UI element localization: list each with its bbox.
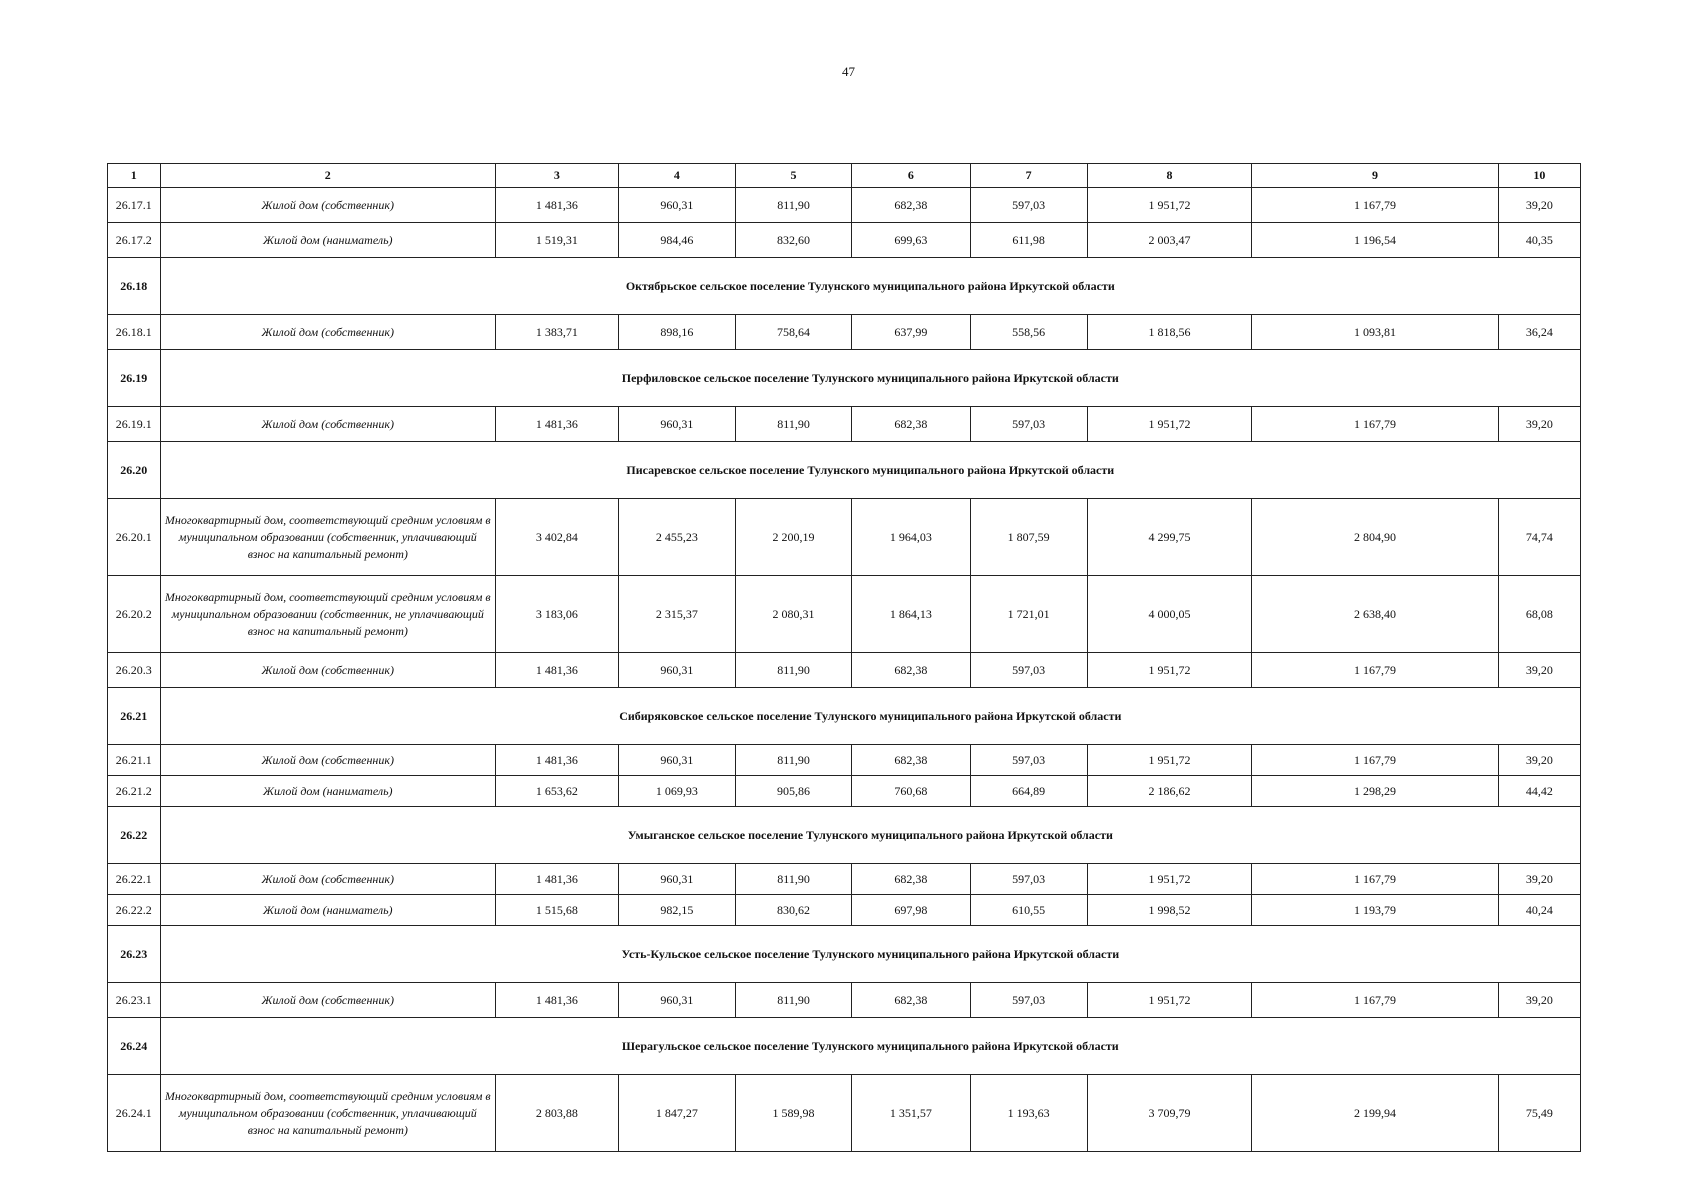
- section-title: Писаревское сельское поселение Тулунского муниципального района Иркутской области: [160, 442, 1580, 499]
- value-cell-col3: 1 481,36: [495, 407, 618, 442]
- header-row: [108, 164, 1581, 188]
- value-cell-col7: 597,03: [970, 188, 1087, 223]
- row-code: 26.22.1: [108, 864, 161, 895]
- row-code: 26.17.1: [108, 188, 161, 223]
- value-cell-col7: 664,89: [970, 776, 1087, 807]
- value-cell-col4: 960,31: [618, 653, 735, 688]
- section-code: 26.24: [108, 1018, 161, 1075]
- section-row: [108, 688, 1581, 745]
- value-cell-col8: 1 951,72: [1087, 745, 1251, 776]
- row-code: 26.19.1: [108, 407, 161, 442]
- value-cell-col6: 682,38: [852, 653, 970, 688]
- section-title: Усть-Кульское сельское поселение Тулунского муниципального района Иркутской области: [160, 926, 1580, 983]
- row-description: Жилой дом (наниматель): [160, 776, 495, 807]
- value-cell-col9: 1 167,79: [1252, 983, 1499, 1018]
- value-cell-col4: 960,31: [618, 188, 735, 223]
- value-cell-col3: 1 653,62: [495, 776, 618, 807]
- value-cell-col4: 898,16: [618, 315, 735, 350]
- table-row: [108, 188, 1581, 223]
- section-title: Сибиряковское сельское поселение Тулунского муниципального района Иркутской области: [160, 688, 1580, 745]
- value-cell-col4: 982,15: [618, 895, 735, 926]
- row-code: 26.24.1: [108, 1075, 161, 1152]
- row-description: Жилой дом (собственник): [160, 315, 495, 350]
- value-cell-col6: 699,63: [852, 223, 970, 258]
- row-code: 26.22.2: [108, 895, 161, 926]
- value-cell-col5: 832,60: [735, 223, 851, 258]
- row-description: Жилой дом (собственник): [160, 188, 495, 223]
- section-row: [108, 1018, 1581, 1075]
- row-code: 26.20.2: [108, 576, 161, 653]
- value-cell-col3: 1 383,71: [495, 315, 618, 350]
- value-cell-col10: 40,35: [1498, 223, 1580, 258]
- section-code: 26.20: [108, 442, 161, 499]
- table-row: [108, 653, 1581, 688]
- row-code: 26.21.2: [108, 776, 161, 807]
- value-cell-col5: 758,64: [735, 315, 851, 350]
- table-row: [108, 499, 1581, 576]
- value-cell-col5: 811,90: [735, 188, 851, 223]
- value-cell-col5: 811,90: [735, 745, 851, 776]
- table-row: [108, 576, 1581, 653]
- value-cell-col10: 39,20: [1498, 407, 1580, 442]
- value-cell-col7: 611,98: [970, 223, 1087, 258]
- value-cell-col9: 1 193,79: [1252, 895, 1499, 926]
- value-cell-col8: 4 299,75: [1087, 499, 1251, 576]
- value-cell-col3: 2 803,88: [495, 1075, 618, 1152]
- column-header-9: 9: [1252, 164, 1499, 188]
- section-code: 26.19: [108, 350, 161, 407]
- row-code: 26.23.1: [108, 983, 161, 1018]
- table-row: [108, 223, 1581, 258]
- value-cell-col4: 960,31: [618, 983, 735, 1018]
- value-cell-col8: 3 709,79: [1087, 1075, 1251, 1152]
- table-row: [108, 983, 1581, 1018]
- column-header-5: 5: [735, 164, 851, 188]
- value-cell-col10: 39,20: [1498, 745, 1580, 776]
- value-cell-col10: 44,42: [1498, 776, 1580, 807]
- row-description: Многоквартирный дом, соответствующий средним условиям в муниципальном образовании (собственник, уплачивающий взнос на капитальный ремонт): [160, 499, 495, 576]
- value-cell-col3: 1 481,36: [495, 745, 618, 776]
- value-cell-col3: 1 515,68: [495, 895, 618, 926]
- value-cell-col6: 1 964,03: [852, 499, 970, 576]
- value-cell-col10: 39,20: [1498, 188, 1580, 223]
- value-cell-col6: 682,38: [852, 188, 970, 223]
- row-code: 26.21.1: [108, 745, 161, 776]
- value-cell-col9: 1 167,79: [1252, 745, 1499, 776]
- value-cell-col7: 610,55: [970, 895, 1087, 926]
- value-cell-col4: 960,31: [618, 864, 735, 895]
- section-title: Перфиловское сельское поселение Тулунского муниципального района Иркутской области: [160, 350, 1580, 407]
- value-cell-col10: 40,24: [1498, 895, 1580, 926]
- column-header-1: 1: [108, 164, 161, 188]
- value-cell-col7: 597,03: [970, 983, 1087, 1018]
- value-cell-col5: 811,90: [735, 983, 851, 1018]
- value-cell-col9: 1 298,29: [1252, 776, 1499, 807]
- value-cell-col10: 74,74: [1498, 499, 1580, 576]
- section-code: 26.23: [108, 926, 161, 983]
- value-cell-col10: 36,24: [1498, 315, 1580, 350]
- value-cell-col10: 39,20: [1498, 653, 1580, 688]
- value-cell-col8: 1 951,72: [1087, 653, 1251, 688]
- value-cell-col7: 597,03: [970, 407, 1087, 442]
- column-header-7: 7: [970, 164, 1087, 188]
- section-row: [108, 807, 1581, 864]
- column-header-4: 4: [618, 164, 735, 188]
- row-description: Жилой дом (собственник): [160, 653, 495, 688]
- value-cell-col6: 1 351,57: [852, 1075, 970, 1152]
- value-cell-col9: 2 638,40: [1252, 576, 1499, 653]
- tariff-table: [107, 163, 1581, 1152]
- value-cell-col3: 1 519,31: [495, 223, 618, 258]
- row-description: Многоквартирный дом, соответствующий средним условиям в муниципальном образовании (собственник, уплачивающий взнос на капитальный ремонт): [160, 1075, 495, 1152]
- section-row: [108, 926, 1581, 983]
- value-cell-col3: 3 183,06: [495, 576, 618, 653]
- value-cell-col9: 1 167,79: [1252, 653, 1499, 688]
- value-cell-col7: 597,03: [970, 864, 1087, 895]
- section-row: [108, 258, 1581, 315]
- row-description: Жилой дом (собственник): [160, 983, 495, 1018]
- value-cell-col8: 1 818,56: [1087, 315, 1251, 350]
- value-cell-col4: 2 455,23: [618, 499, 735, 576]
- table-row: [108, 407, 1581, 442]
- value-cell-col9: 1 093,81: [1252, 315, 1499, 350]
- table-row: [108, 864, 1581, 895]
- row-code: 26.18.1: [108, 315, 161, 350]
- value-cell-col9: 1 167,79: [1252, 864, 1499, 895]
- column-header-6: 6: [852, 164, 970, 188]
- value-cell-col6: 637,99: [852, 315, 970, 350]
- section-row: [108, 442, 1581, 499]
- table-row: [108, 315, 1581, 350]
- value-cell-col6: 682,38: [852, 983, 970, 1018]
- row-code: 26.17.2: [108, 223, 161, 258]
- column-header-10: 10: [1498, 164, 1580, 188]
- value-cell-col4: 1 069,93: [618, 776, 735, 807]
- column-header-2: 2: [160, 164, 495, 188]
- value-cell-col3: 1 481,36: [495, 188, 618, 223]
- value-cell-col10: 39,20: [1498, 864, 1580, 895]
- value-cell-col8: 4 000,05: [1087, 576, 1251, 653]
- value-cell-col7: 1 807,59: [970, 499, 1087, 576]
- row-code: 26.20.3: [108, 653, 161, 688]
- value-cell-col5: 2 080,31: [735, 576, 851, 653]
- value-cell-col6: 697,98: [852, 895, 970, 926]
- value-cell-col8: 2 186,62: [1087, 776, 1251, 807]
- value-cell-col3: 1 481,36: [495, 983, 618, 1018]
- value-cell-col5: 811,90: [735, 864, 851, 895]
- row-description: Жилой дом (собственник): [160, 745, 495, 776]
- page-number: 47: [842, 64, 855, 79]
- value-cell-col5: 905,86: [735, 776, 851, 807]
- section-row: [108, 350, 1581, 407]
- column-header-8: 8: [1087, 164, 1251, 188]
- column-header-3: 3: [495, 164, 618, 188]
- value-cell-col4: 1 847,27: [618, 1075, 735, 1152]
- value-cell-col6: 682,38: [852, 407, 970, 442]
- value-cell-col6: 760,68: [852, 776, 970, 807]
- value-cell-col5: 1 589,98: [735, 1075, 851, 1152]
- value-cell-col6: 1 864,13: [852, 576, 970, 653]
- value-cell-col7: 597,03: [970, 653, 1087, 688]
- value-cell-col5: 811,90: [735, 653, 851, 688]
- section-title: Октябрьское сельское поселение Тулунского муниципального района Иркутской области: [160, 258, 1580, 315]
- section-code: 26.18: [108, 258, 161, 315]
- row-description: Жилой дом (наниматель): [160, 895, 495, 926]
- row-code: 26.20.1: [108, 499, 161, 576]
- row-description: Жилой дом (наниматель): [160, 223, 495, 258]
- value-cell-col10: 39,20: [1498, 983, 1580, 1018]
- value-cell-col10: 68,08: [1498, 576, 1580, 653]
- value-cell-col5: 830,62: [735, 895, 851, 926]
- value-cell-col4: 2 315,37: [618, 576, 735, 653]
- value-cell-col4: 960,31: [618, 745, 735, 776]
- section-code: 26.22: [108, 807, 161, 864]
- table-row: [108, 745, 1581, 776]
- table-body: [108, 164, 1581, 1152]
- section-title: Умыганское сельское поселение Тулунского муниципального района Иркутской области: [160, 807, 1580, 864]
- value-cell-col8: 1 951,72: [1087, 407, 1251, 442]
- row-description: Многоквартирный дом, соответствующий средним условиям в муниципальном образовании (собственник, не уплачивающий взнос на капитальный ремонт): [160, 576, 495, 653]
- value-cell-col5: 2 200,19: [735, 499, 851, 576]
- value-cell-col8: 1 951,72: [1087, 983, 1251, 1018]
- row-description: Жилой дом (собственник): [160, 407, 495, 442]
- value-cell-col10: 75,49: [1498, 1075, 1580, 1152]
- row-description: Жилой дом (собственник): [160, 864, 495, 895]
- tariff-table-container: [107, 163, 1581, 1152]
- value-cell-col8: 1 951,72: [1087, 188, 1251, 223]
- value-cell-col3: 1 481,36: [495, 653, 618, 688]
- value-cell-col7: 597,03: [970, 745, 1087, 776]
- value-cell-col4: 960,31: [618, 407, 735, 442]
- value-cell-col9: 2 804,90: [1252, 499, 1499, 576]
- value-cell-col9: 1 196,54: [1252, 223, 1499, 258]
- value-cell-col4: 984,46: [618, 223, 735, 258]
- value-cell-col7: 558,56: [970, 315, 1087, 350]
- value-cell-col7: 1 721,01: [970, 576, 1087, 653]
- table-row: [108, 776, 1581, 807]
- value-cell-col6: 682,38: [852, 745, 970, 776]
- value-cell-col8: 1 951,72: [1087, 864, 1251, 895]
- value-cell-col9: 1 167,79: [1252, 407, 1499, 442]
- table-row: [108, 895, 1581, 926]
- value-cell-col7: 1 193,63: [970, 1075, 1087, 1152]
- value-cell-col6: 682,38: [852, 864, 970, 895]
- section-title: Шерагульское сельское поселение Тулунского муниципального района Иркутской области: [160, 1018, 1580, 1075]
- value-cell-col8: 1 998,52: [1087, 895, 1251, 926]
- value-cell-col9: 2 199,94: [1252, 1075, 1499, 1152]
- value-cell-col5: 811,90: [735, 407, 851, 442]
- table-row: [108, 1075, 1581, 1152]
- section-code: 26.21: [108, 688, 161, 745]
- value-cell-col3: 3 402,84: [495, 499, 618, 576]
- value-cell-col3: 1 481,36: [495, 864, 618, 895]
- value-cell-col9: 1 167,79: [1252, 188, 1499, 223]
- value-cell-col8: 2 003,47: [1087, 223, 1251, 258]
